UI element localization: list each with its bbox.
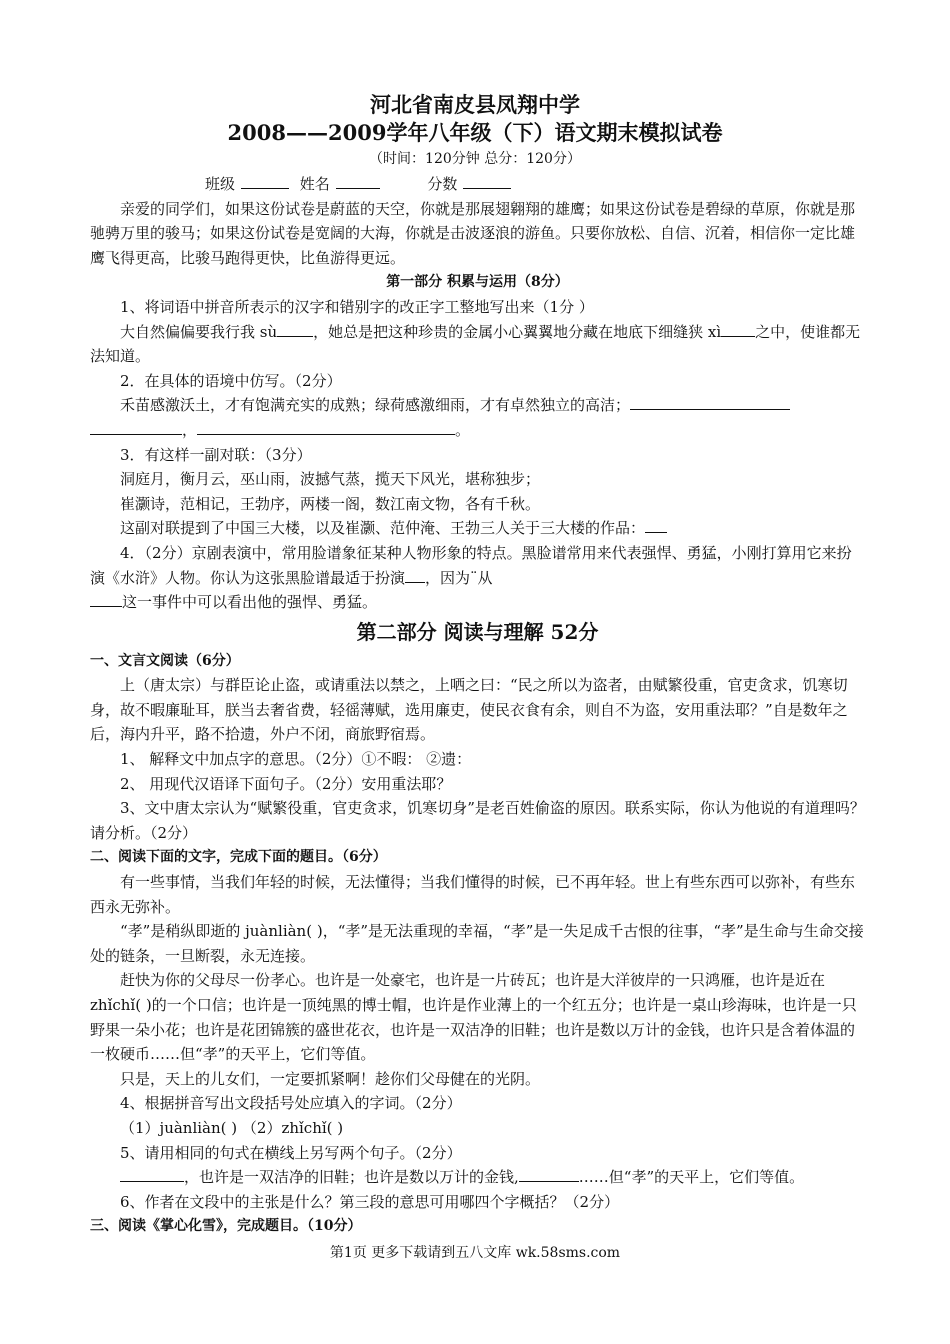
s2-paragraph-3: 赶快为你的父母尽一份孝心。也许是一处豪宅，也许是一片砖瓦；也许是大洋彼岸的一只鸿雁，也许是近在 zhǐchǐ( )的一个口信；也许是一顶纯黑的博士帽，也许是作业薄上的一个红五分；也许是一桌山珍海味，也许是一只野果一朵小花；也许是花团锦簇的盛世花衣，也许是一双洁净的旧鞋；也许是数以万计的金钱，也许只是含着体温的一枚硬币……但“孝”的天平上，它们等值。 [90,971,857,1064]
score-label: 分数 [427,175,458,193]
section3-title: 三、阅读《掌心化雪》，完成题目。（10分） [90,1218,362,1235]
class-blank [241,172,289,189]
s1-question-3: 3、文中唐太宗认为“赋繁役重，官吏贪求，饥寒切身”是老百姓偷盗的原因。联系实际，你认为他说的有道理吗？请分析。（2分） [90,799,865,842]
school-name: 河北省南皮县凤翔中学 [370,92,580,117]
q5-blank-2 [519,1165,579,1182]
q2-text: 禾苗感激沃土，才有饱满充实的成熟；绿荷感激细雨，才有卓然独立的高洁； [90,393,865,418]
q3-line3: 这副对联提到了中国三大楼，以及崔灏、范仲淹、王勃三人关于三大楼的作品： [90,516,865,541]
q5-blank-1 [120,1165,184,1182]
exam-title: 2008——2009学年八年级（下）语文期末模拟试卷 [227,120,723,145]
s2-question-4-options: （1）juànliàn( ) （2）zhǐchǐ( ) [120,1118,344,1137]
q2-blank-1 [630,393,790,410]
s1-question-2: 2、 用现代汉语译下面句子。（2分）安用重法耶？ [120,774,452,793]
page-footer: 第1页 更多下载请到五八文库 wk.58sms.com [329,1245,621,1261]
name-blank [336,172,380,189]
q2-blank-3 [197,418,455,435]
q3-line1: 洞庭月，衡月云，巫山雨，波撼气蒸，揽天下风光，堪称独步； [120,470,541,489]
s2-paragraph-4: 只是，天上的儿女们，一定要抓紧啊！趁你们父母健在的光阴。 [120,1069,541,1088]
q3-title: 3．有这样一副对联：（3分） [120,445,312,464]
exam-body [90,172,865,1239]
s1-question-1: 1、 解释文中加点字的意思。（2分）①不暇： ②遗： [120,750,472,769]
class-label: 班级 [205,175,236,193]
q1-blank-xi [721,320,755,337]
q2-blank-2 [90,418,182,435]
s2-question-6: 6、作者在文段中的主张是什么？第三段的意思可用哪四个字概括？（2分） [120,1192,620,1211]
q2-title: 2．在具体的语境中仿写。（2分） [120,371,342,390]
q4-blank-2 [90,590,122,607]
s2-question-5: 5、请用相同的句式在横线上另写两个句子。（2分） [120,1143,462,1162]
s2-paragraph-1: 有一些事情，当我们年轻的时候，无法懂得；当我们懂得的时候，已不再年轻。世上有些东西可以弥补，有些东西永无弥补。 [90,873,856,916]
q4-blank-1 [405,566,425,583]
student-info-line [90,172,865,197]
s2-paragraph-2: “孝”是稍纵即逝的 juànliàn( )，“孝”是无法重现的幸福，“孝”是一失足成千古恨的往事，“孝”是生命与生命交接处的链条，一旦断裂，永无连接。 [90,922,864,965]
section2-title: 二、阅读下面的文字，完成下面的题目。（6分） [90,849,387,866]
s2-question-5-line: ，也许是一双洁净的旧鞋；也许是数以万计的金钱, ……但“孝”的天平上，它们等值。 [90,1165,865,1190]
name-label: 姓名 [299,175,330,193]
part2-title: 第二部分 阅读与理解 52分 [356,619,599,644]
q4-text: 4．（2分）京剧表演中，常用脸谱象征某种人物形象的特点。黑脸谱常用来代表强悍、勇猛，小刚打算用它来扮演《水浒》人物。你认为这张黑脸谱最适于扮演 ，因为¨从 [90,543,852,587]
time-info: （时间：120分钟 总分：120分） [369,151,581,167]
part1-title: 第一部分 积累与运用（8分） [386,274,569,291]
q1-text: 大自然偏偏要我行我 sù ，她总是把这种珍贵的金属小心翼翼地分藏在地底下细缝狭 xì 之中，使谁都无法知道。 [90,320,865,369]
section1-title: 一、文言文阅读（6分） [90,652,240,669]
classical-passage: 上（唐太宗）与群臣论止盗，或请重法以禁之，上哂之曰：“民之所以为盗者，由赋繁役重，官吏贪求，饥寒切身，故不暇廉耻耳，朕当去奢省费，轻徭薄赋，选用廉吏，使民衣食有余，则自不为盗，安用重法耶？”自是数年之后，海内升平，路不拾遗，外户不闭，商旅野宿焉。 [90,676,848,744]
q2-text-cont: ， 。 [90,418,865,443]
score-blank [463,172,511,189]
q1-blank-su [277,320,313,337]
s2-question-4: 4、根据拼音写出文段括号处应填入的字词。（2分） [120,1094,462,1113]
intro-paragraph: 亲爱的同学们，如果这份试卷是蔚蓝的天空，你就是那展翅翱翔的雄鹰；如果这份试卷是碧绿的草原，你就是那驰骋万里的骏马；如果这份试卷是宽阔的大海，你就是击波逐浪的游鱼。只要你放松、自信、沉着，相信你一定比雄鹰飞得更高，比骏马跑得更快，比鱼游得更远。 [90,199,856,267]
q4-text-cont: 这一事件中可以看出他的强悍、勇猛。 [90,590,865,615]
q1-title: 1、将词语中拼音所表示的汉字和错别字的改正字工整地写出来（1分 ） [120,297,594,316]
q3-blank [645,516,667,533]
q3-line2: 崔灏诗，范相记，王勃序，两楼一阁，数江南文物，各有千秋。 [120,494,541,513]
